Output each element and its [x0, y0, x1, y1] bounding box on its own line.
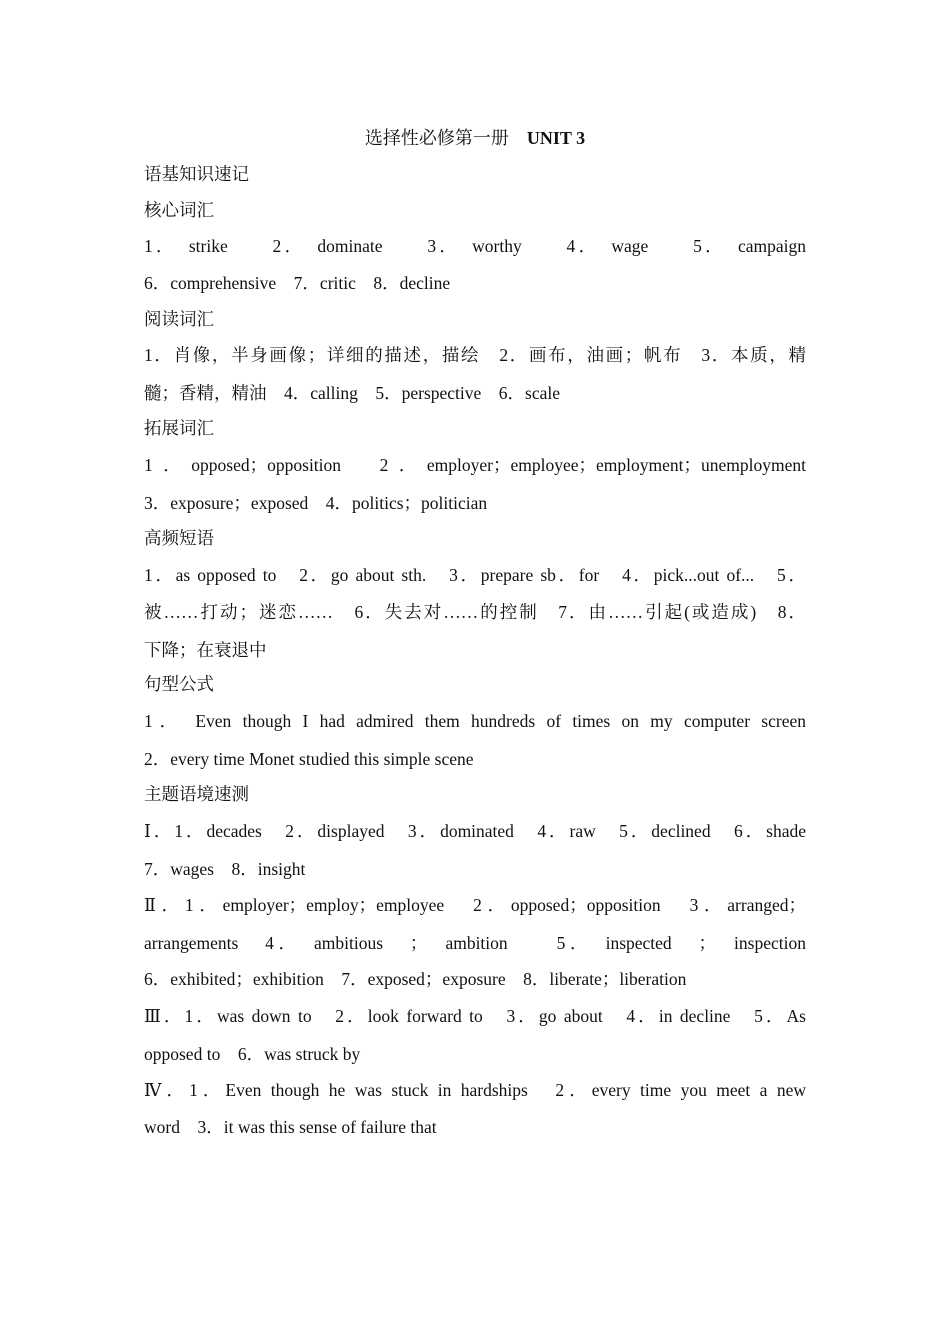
text-line: 1． strike 2． dominate 3． worthy 4． wage 5． campaign: [144, 236, 806, 256]
text-line: Ⅲ．1．was down to 2．look forward to 3．go about 4．in decline 5．As: [144, 1006, 806, 1026]
title-unit: UNIT 3: [526, 128, 586, 148]
text-line: 2．every time Monet studied this simple scene: [144, 749, 474, 769]
page-title: [0, 126, 950, 150]
text-line: opposed to 6．was struck by: [144, 1044, 361, 1064]
text-line: 1．opposed；opposition 2．employer；employee；employment；unemployment: [144, 455, 806, 475]
text-line: arrangements 4． ambitious ； ambition 5． inspected ； inspection: [144, 933, 806, 953]
section-heading: 核心词汇: [144, 201, 214, 221]
text-line: 髓；香精，精油 4．calling 5．perspective 6．scale: [144, 383, 561, 403]
text-line: 6．exhibited；exhibition 7．exposed；exposure 8．liberate；liberation: [144, 969, 687, 989]
text-line: Ⅰ．1．decades 2．displayed 3．dominated 4．raw 5．declined 6．shade: [144, 821, 806, 841]
section-heading: 句型公式: [144, 675, 214, 695]
text-line: 被……打动；迷恋…… 6．失去对……的控制 7．由……引起(或造成) 8．: [144, 602, 806, 622]
section-heading: 阅读词汇: [144, 310, 214, 330]
text-line: 1． Even though I had admired them hundreds of times on my computer screen: [144, 711, 806, 731]
text-line: 3．exposure；exposed 4．politics；politician: [144, 493, 488, 513]
section-heading: 主题语境速测: [144, 785, 249, 805]
text-line: Ⅱ．1．employer；employ；employee 2．opposed；opposition 3．arranged；: [144, 895, 806, 915]
text-line: 1．肖像，半身画像；详细的描述，描绘 2．画布，油画；帆布 3．本质，精: [144, 345, 806, 365]
text-line: Ⅳ．1．Even though he was stuck in hardships 2．every time you meet a new: [144, 1080, 806, 1100]
text-line: 下降；在衰退中: [144, 640, 267, 660]
title-chinese: 选择性必修第一册: [364, 128, 509, 148]
section-heading: 语基知识速记: [144, 165, 249, 185]
text-line: 6．comprehensive 7．critic 8．decline: [144, 273, 451, 293]
section-heading: 高频短语: [144, 529, 214, 549]
text-line: 1．as opposed to 2．go about sth. 3．prepare sb．for 4．pick...out of... 5．: [144, 565, 806, 585]
text-line: word 3．it was this sense of failure that: [144, 1117, 437, 1137]
section-heading: 拓展词汇: [144, 419, 214, 439]
text-line: 7．wages 8．insight: [144, 859, 306, 879]
